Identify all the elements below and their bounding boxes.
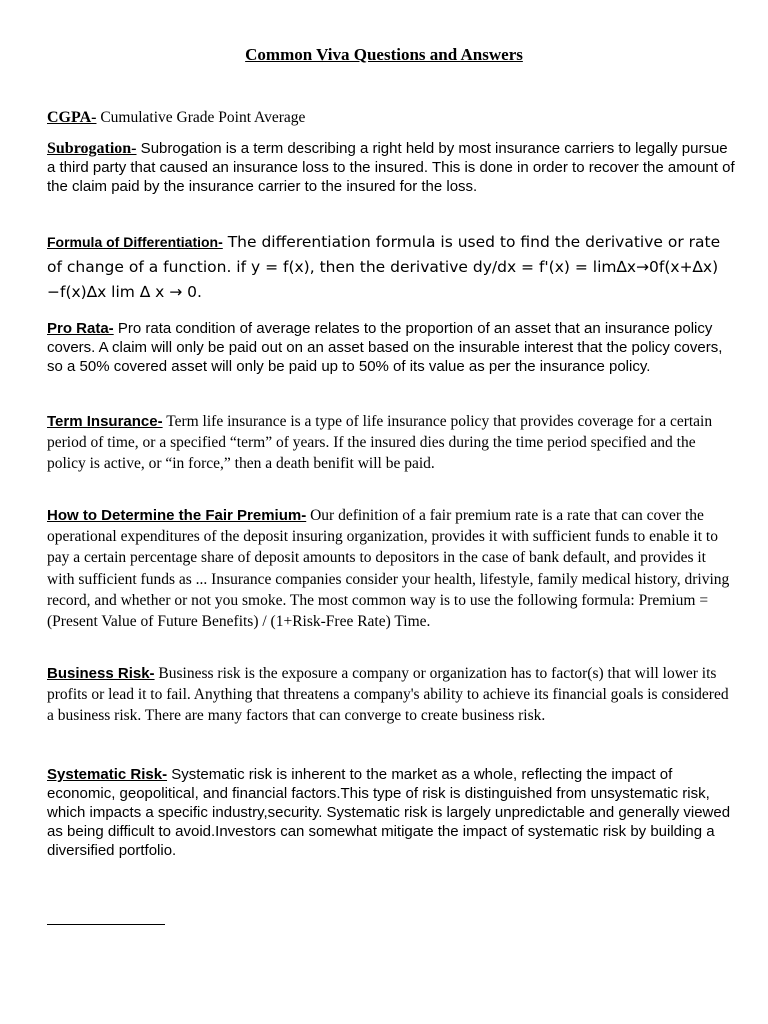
entry-fair-premium [47,505,737,632]
entry-definition: The differentiation formula is used to find the derivative or rate of change of a function. if y = f(x), then the derivative dy/dx = f'(x) = lim∆x→0f(x+∆x)−f(x)∆x lim ∆ x → 0. [47,233,721,301]
entry-term: Business Risk- [47,665,155,682]
entry-definition: Our definition of a fair premium rate is a rate that can cover the operational expenditures of the deposit insuring organization, provides it with sufficient funds to enable it to pay a certain percentage share of deposit amounts to depositors in the case of bank default, and provides it with sufficient funds as ... Insurance companies consider your health, lifestyle, family medical history, driving record, and whether or not you smoke. The most common way is to use the following formula: Premium = (Present Value of Future Benefits) / (1+Risk-Free Rate) Time. [47,507,730,631]
entry-term: Formula of Differentiation- [47,234,223,250]
entry-term: Systematic Risk- [47,766,168,783]
entry-definition: Systematic risk is inherent to the market as a whole, reflecting the impact of economic, geopolitical, and financial factors.This type of risk is distinguished from unsystematic risk, which impacts a specific industry,security. Systematic risk is largely unpredictable and generally viewed as being difficult to avoid.Investors can somewhat mitigate the impact of systematic risk by building a diversified portfolio. [47,766,731,859]
entry-cgpa [47,107,737,128]
entry-term: Pro Rata- [47,320,114,337]
footnote-divider [47,924,165,925]
entry-subrogation [47,139,737,196]
entry-definition: Subrogation is a term describing a right held by most insurance carriers to legally pursue a third party that caused an insurance loss to the insured. This is done in order to recover the amount of the claim paid by the insurance carrier to the insured for the loss. [47,140,735,195]
entry-formula-of-differentiation [47,230,737,305]
entry-term: Term Insurance- [47,413,163,430]
entry-term-insurance [47,411,737,475]
entry-business-risk [47,663,737,727]
entry-systematic-risk [47,765,737,860]
entry-definition: Cumulative Grade Point Average [96,109,306,126]
page-title: Common Viva Questions and Answers [245,45,523,64]
entry-term: Subrogation- [47,140,137,157]
entry-term: CGPA- [47,109,97,126]
entry-definition: Business risk is the exposure a company or organization has to factor(s) that will lower its profits or lead it to fail. Anything that threatens a company's ability to achieve its financial goals is considered a business risk. There are many factors that can converge to create business risk. [47,665,729,725]
entry-definition: Pro rata condition of average relates to the proportion of an asset that an insurance policy covers. A claim will only be paid out on an asset based on the insurable interest that the policy covers, so a 50% covered asset will only be paid up to 50% of its value as per the insurance policy. [47,320,723,375]
entry-term: How to Determine the Fair Premium- [47,507,307,524]
entry-pro-rata [47,319,737,376]
entry-definition: Term life insurance is a type of life insurance policy that provides coverage for a certain period of time, or a specified “term” of years. If the insured dies during the time period specified and the policy is active, or “in force,” then a death benifit will be paid. [47,413,713,473]
